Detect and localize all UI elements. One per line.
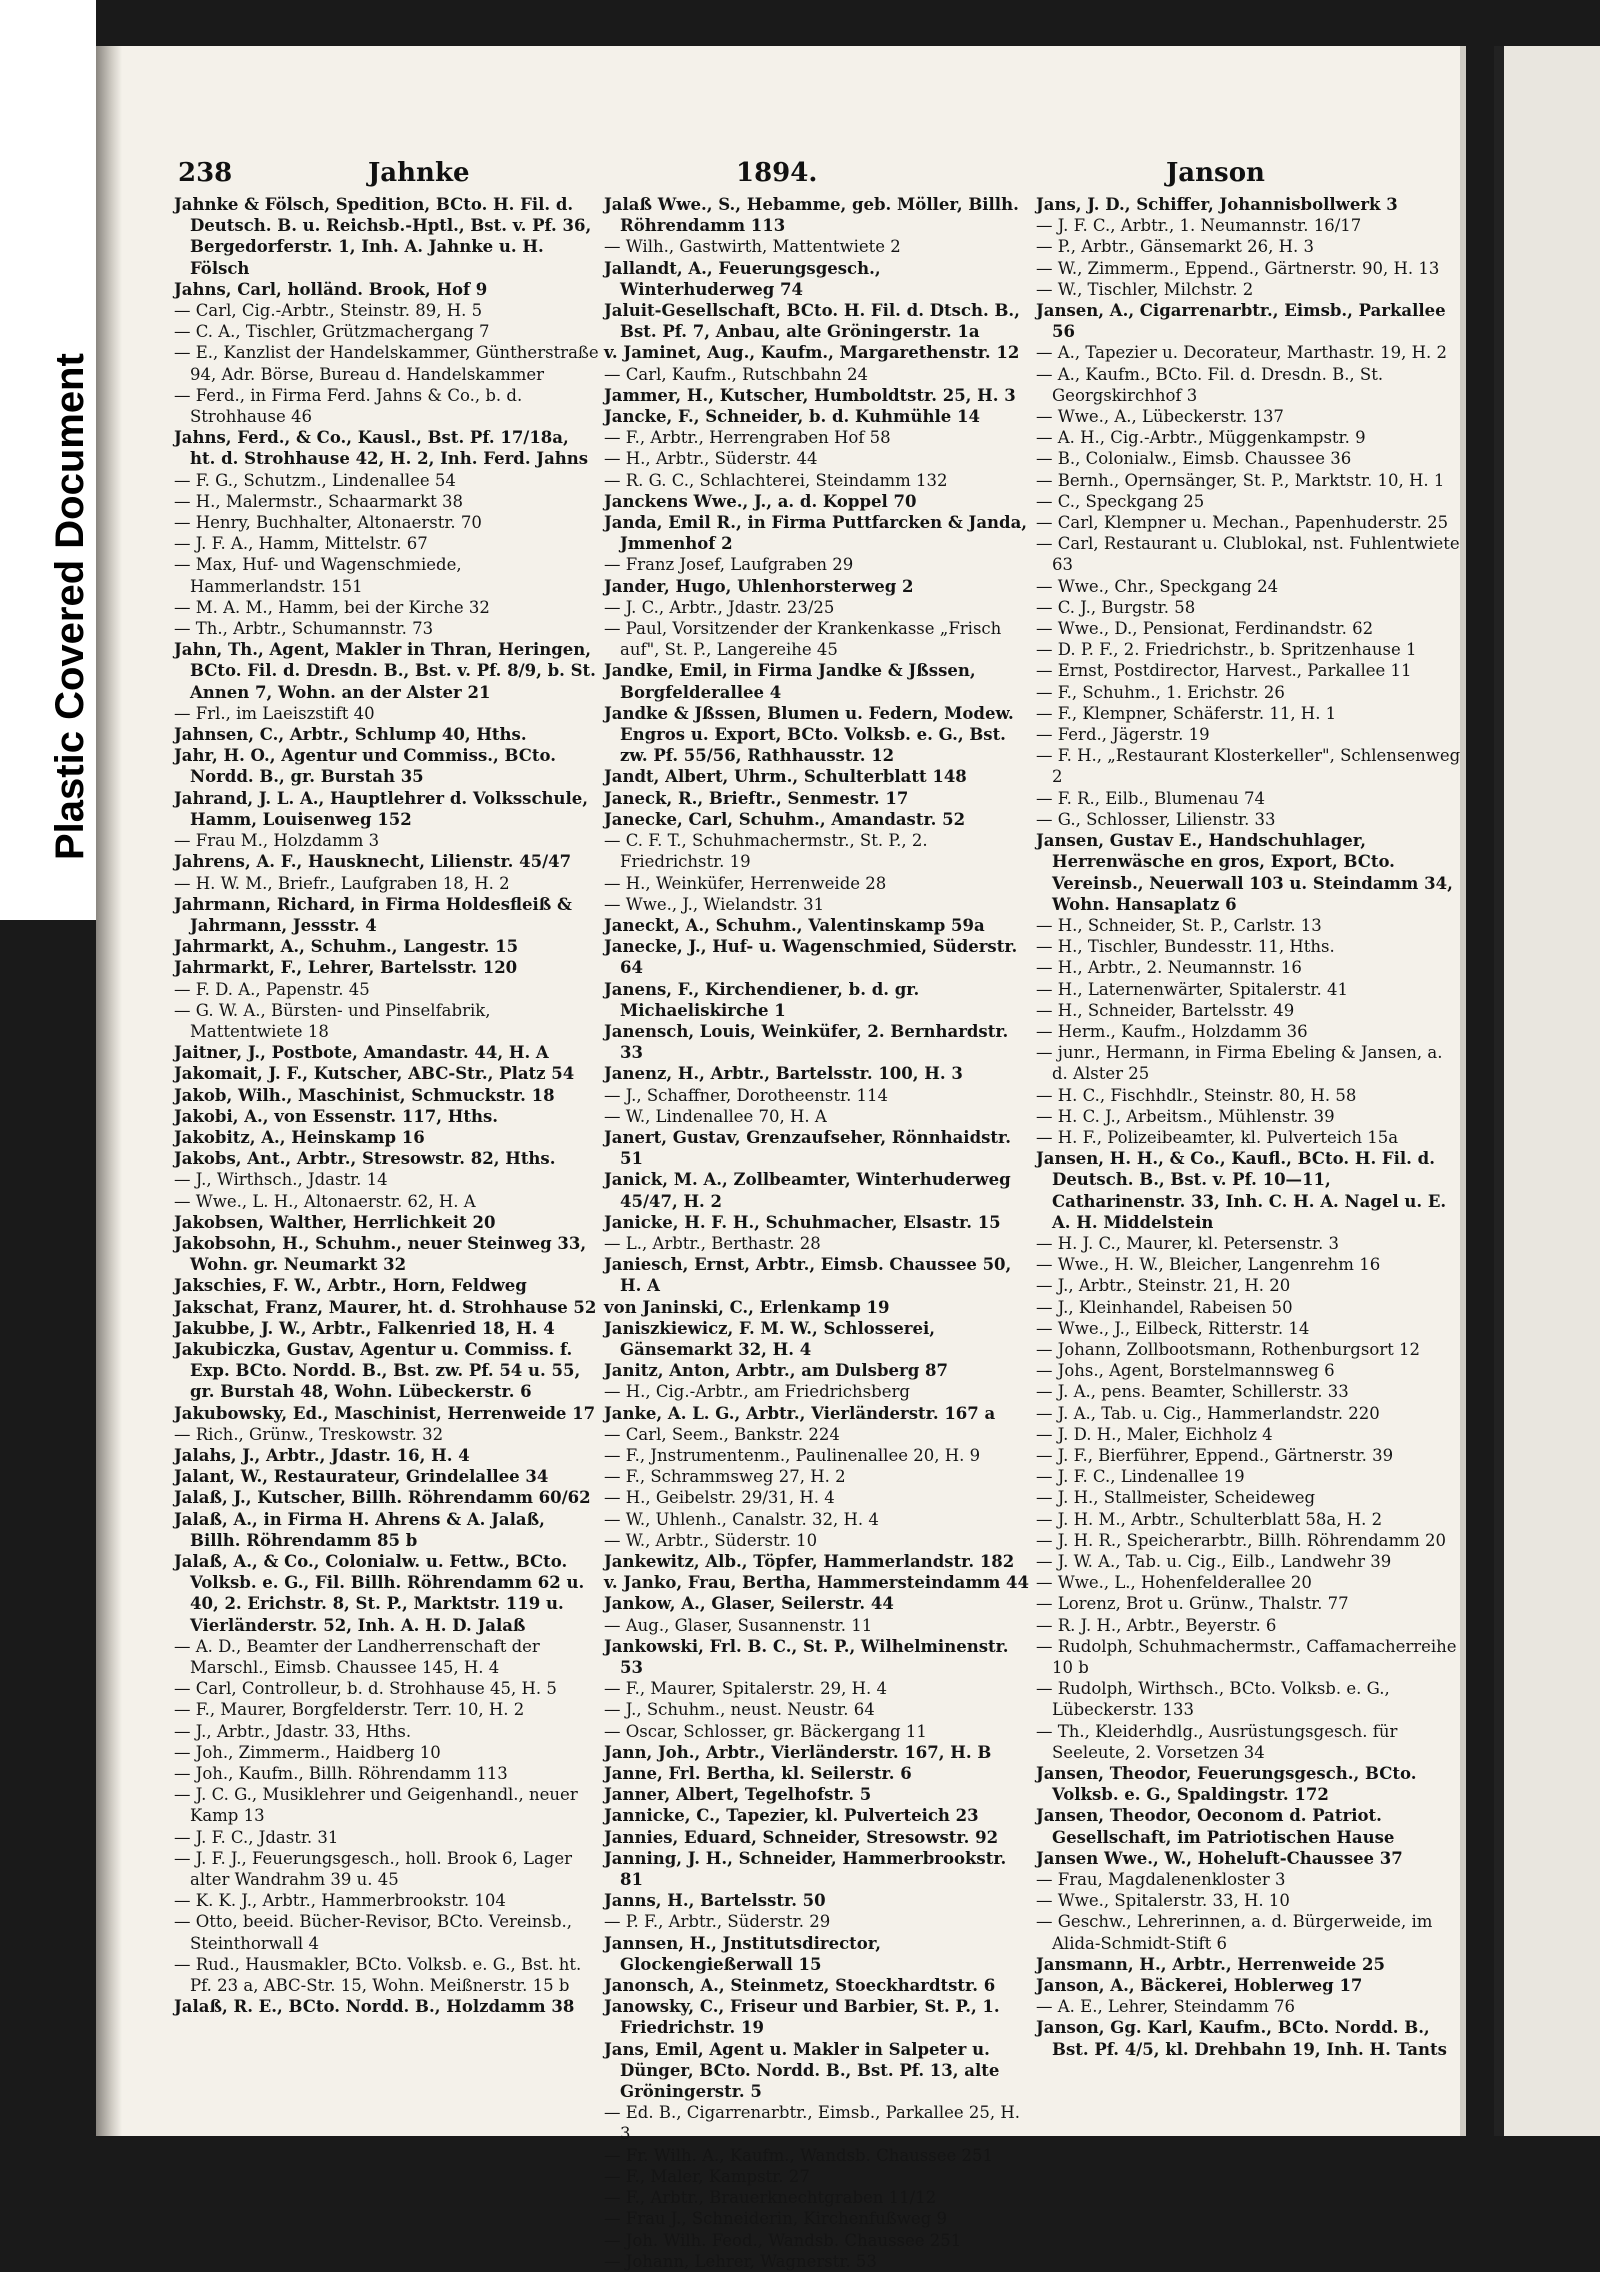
directory-entry: — Wilh., Gastwirth, Mattentwiete 2: [604, 237, 901, 257]
directory-entry: — J. F., Bierführer, Eppend., Gärtnerstr. 39: [1036, 1445, 1394, 1465]
directory-entry: — Wwe., J., Eilbeck, Ritterstr. 14: [1036, 1318, 1310, 1338]
directory-entry: — Wwe., D., Pensionat, Ferdinandstr. 62: [1036, 619, 1374, 639]
directory-entry: Jann, Joh., Arbtr., Vierländerstr. 167, H. B: [604, 1742, 992, 1762]
directory-entry: — H. F., Polizeibeamter, kl. Pulverteich 15a: [1036, 1127, 1399, 1147]
directory-entry: Jakobsen, Walther, Herrlichkeit 20: [174, 1212, 496, 1232]
directory-entry: — Wwe., Spitalerstr. 33, H. 10: [1036, 1891, 1290, 1911]
directory-entry: — Frau M., Holzdamm 3: [174, 831, 380, 851]
watermark-band: [0, 0, 96, 920]
directory-entry: — J. W. A., Tab. u. Cig., Eilb., Landwehr 39: [1036, 1552, 1392, 1571]
directory-entry: — H. C. J., Arbeitsm., Mühlenstr. 39: [1036, 1106, 1335, 1126]
directory-entry: Jahrmarkt, A., Schuhm., Langestr. 15: [174, 937, 519, 957]
directory-entry: — Carl, Seem., Bankstr. 224: [604, 1424, 840, 1444]
directory-entry: — Max, Huf- und Wagenschmiede, Hammerlandstr. 151: [174, 555, 462, 596]
left-header-word: Jahnke: [368, 158, 470, 188]
directory-entry: — J. A., pens. Beamter, Schillerstr. 33: [1036, 1382, 1349, 1402]
directory-entry: — Herm., Kaufm., Holzdamm 36: [1036, 1021, 1308, 1041]
directory-entry: Jahnke & Fölsch, Spedition, BCto. H. Fil. d. Deutsch. B. u. Reichsb.-Hptl., Bst. v. Pf. 36, Bergedorferstr. 1, Inh. A. Jahnke u. H. Fölsch: [174, 195, 592, 278]
directory-entry: — H. W. M., Briefr., Laufgraben 18, H. 2: [174, 873, 510, 893]
directory-entry: Jahnsen, C., Arbtr., Schlump 40, Hths.: [174, 725, 527, 745]
directory-entry: — Aug., Glaser, Susannenstr. 11: [604, 1615, 873, 1635]
directory-entry: Janitz, Anton, Arbtr., am Dulsberg 87: [604, 1361, 948, 1381]
directory-entry: Janecke, Carl, Schuhm., Amandastr. 52: [604, 809, 966, 829]
directory-entry: — H., Arbtr., 2. Neumannstr. 16: [1036, 958, 1302, 978]
directory-entry: Jans, Emil, Agent u. Makler in Salpeter u. Dünger, BCto. Nordd. B., Bst. Pf. 13, alte Gröningerstr. 5: [604, 2039, 1000, 2102]
directory-entry: Jahr, H. O., Agentur und Commiss., BCto. Nordd. B., gr. Burstah 35: [174, 746, 556, 787]
directory-entry: Jankewitz, Alb., Töpfer, Hammerlandstr. 182: [604, 1552, 1015, 1571]
directory-entry: — Rud., Hausmakler, BCto. Volksb. e. G., Bst. ht. Pf. 23 a, ABC-Str. 15, Wohn. Meißnerstr. 15 b: [174, 1954, 582, 1996]
directory-entry: Janiszkiewicz, F. M. W., Schlosserei, Gänsemarkt 32, H. 4: [604, 1318, 935, 1359]
column-3: [1036, 194, 1461, 2094]
directory-entry: — F., Schrammsweg 27, H. 2: [604, 1467, 846, 1487]
directory-entry: Jander, Hugo, Uhlenhorsterweg 2: [604, 576, 914, 596]
directory-entry: Janda, Emil R., in Firma Puttfarcken & Janda, Jmmenhof 2: [604, 513, 1028, 554]
directory-entry: — J. C., Arbtr., Jdastr. 23/25: [604, 597, 835, 617]
directory-entry: Janick, M. A., Zollbeamter, Winterhuderweg 45/47, H. 2: [604, 1170, 1011, 1211]
directory-entry: Jans, J. D., Schiffer, Johannisbollwerk 3: [1036, 195, 1398, 214]
directory-entry: — L., Arbtr., Berthastr. 28: [604, 1233, 821, 1253]
directory-entry: — R. G. C., Schlachterei, Steindamm 132: [604, 470, 948, 490]
directory-entry: — H., Schneider, Bartelsstr. 49: [1036, 1000, 1295, 1020]
directory-entry: Jammer, H., Kutscher, Humboldtstr. 25, H. 3: [604, 385, 1016, 405]
directory-entry: Janckens Wwe., J., a. d. Koppel 70: [604, 491, 917, 511]
directory-entry: — J. F. C., Arbtr., 1. Neumannstr. 16/17: [1036, 216, 1362, 236]
directory-entry: Jakubowsky, Ed., Maschinist, Herrenweide 17: [174, 1403, 596, 1423]
directory-entry: — W., Arbtr., Süderstr. 10: [604, 1530, 818, 1550]
directory-entry: Jakomait, J. F., Kutscher, ABC-Str., Platz 54: [174, 1064, 575, 1084]
directory-entry: — Ferd., in Firma Ferd. Jahns & Co., b. d. Strohhause 46: [174, 385, 523, 427]
directory-entry: Jakubiczka, Gustav, Agentur u. Commiss. f. Exp. BCto. Nordd. B., Bst. zw. Pf. 54 u. 55, gr. Burstah 48, Wohn. Lübeckerstr. 6: [174, 1339, 581, 1402]
directory-entry: Janenz, H., Arbtr., Bartelsstr. 100, H. 3: [604, 1064, 963, 1084]
directory-entry: — F., Jnstrumentenm., Paulinenallee 20, H. 9: [604, 1445, 981, 1465]
directory-entry: Jannies, Eduard, Schneider, Stresowstr. 92: [604, 1827, 999, 1847]
directory-entry: Jansen, Gustav E., Handschuhlager, Herrenwäsche en gros, Export, BCto. Vereinsb., Neuerwall 103 u. Steindamm 34, Wohn. Hansaplatz 6: [1036, 831, 1453, 914]
directory-entry: — Ernst, Postdirector, Harvest., Parkallee 11: [1036, 661, 1412, 681]
directory-entry: — E., Kanzlist der Handelskammer, Güntherstraße 94, Adr. Börse, Bureau d. Handelskammer: [174, 343, 599, 384]
directory-entry: — J. H., Stallmeister, Scheideweg: [1036, 1488, 1316, 1508]
directory-entry: Jandt, Albert, Uhrm., Schulterblatt 148: [604, 767, 967, 787]
directory-entry: — H., Weinküfer, Herrenweide 28: [604, 873, 887, 893]
directory-entry: Jakobsohn, H., Schuhm., neuer Steinweg 33, Wohn. gr. Neumarkt 32: [174, 1233, 587, 1275]
directory-entry: — Wwe., L., Hohenfelderallee 20: [1036, 1573, 1312, 1593]
directory-entry: — J. F. A., Hamm, Mittelstr. 67: [174, 534, 428, 554]
directory-entry: — H., Geibelstr. 29/31, H. 4: [604, 1488, 835, 1508]
directory-entry: — J., Kleinhandel, Rabeisen 50: [1036, 1297, 1293, 1317]
directory-entry: — Carl, Kaufm., Rutschbahn 24: [604, 364, 869, 384]
directory-entry: — F., Maler, Kampstr. 27: [604, 2166, 810, 2186]
directory-entry: — Bernh., Opernsänger, St. P., Marktstr. 10, H. 1: [1036, 470, 1445, 490]
directory-entry: Jankowski, Frl. B. C., St. P., Wilhelminenstr. 53: [604, 1636, 1009, 1678]
directory-entry: Janowsky, C., Friseur und Barbier, St. P., 1. Friedrichstr. 19: [604, 1997, 1000, 2038]
directory-entry: Janicke, H. F. H., Schuhmacher, Elsastr. 15: [604, 1212, 1001, 1232]
directory-entry: Jansen, H. H., & Co., Kaufl., BCto. H. Fil. d. Deutsch. B., Bst. v. Pf. 10—11, Catharinenstr. 33, Inh. C. H. A. Nagel u. E. A. H. Middelstein: [1036, 1149, 1447, 1232]
directory-entry: — J., Wirthsch., Jdastr. 14: [174, 1170, 388, 1190]
directory-entry: Jansen, Theodor, Feuerungsgesch., BCto. Volksb. e. G., Spaldingstr. 172: [1036, 1764, 1417, 1805]
directory-entry: — Wwe., J., Wielandstr. 31: [604, 894, 825, 914]
directory-entry: Janning, J. H., Schneider, Hammerbrookstr. 81: [604, 1848, 1007, 1890]
directory-entry: — H., Arbtr., Süderstr. 44: [604, 449, 818, 469]
right-header-word: Janson: [1166, 158, 1265, 188]
page-number: 238: [178, 158, 233, 188]
directory-entry: Jakschat, Franz, Maurer, ht. d. Strohhause 52: [174, 1297, 597, 1317]
directory-entry: — F. H., „Restaurant Klosterkeller", Schlensenweg 2: [1036, 746, 1461, 787]
directory-entry: Jansen, Theodor, Oeconom d. Patriot. Gesellschaft, im Patriotischen Hause: [1036, 1806, 1395, 1847]
directory-entry: — Frl., im Laeiszstift 40: [174, 703, 375, 723]
directory-entry: — J. H. M., Arbtr., Schulterblatt 58a, H. 2: [1036, 1509, 1383, 1529]
directory-entry: — W., Zimmerm., Eppend., Gärtnerstr. 90, H. 13: [1036, 258, 1440, 278]
directory-entry: — F., Arbtr., Brauerknechtgraben 11/12: [604, 2188, 937, 2208]
directory-entry: Janonsch, A., Steinmetz, Stoeckhardtstr. 6: [604, 1976, 996, 1996]
directory-entry: — Carl, Restaurant u. Clublokal, nst. Fuhlentwiete 63: [1036, 534, 1460, 575]
directory-entry: v. Janko, Frau, Bertha, Hammersteindamm 44: [604, 1573, 1029, 1593]
directory-entry: — Wwe., A., Lübeckerstr. 137: [1036, 407, 1284, 427]
directory-entry: Jalaß Wwe., S., Hebamme, geb. Möller, Billh. Röhrendamm 113: [604, 195, 1019, 236]
directory-entry: — F., Arbtr., Herrengraben Hof 58: [604, 428, 891, 448]
directory-entry: Jalaß, J., Kutscher, Billh. Röhrendamm 60/62: [174, 1488, 591, 1508]
directory-entry: — B., Colonialw., Eimsb. Chaussee 36: [1036, 449, 1352, 469]
directory-entry: — G., Schlosser, Lilienstr. 33: [1036, 809, 1276, 829]
directory-entry: Jalaß, R. E., BCto. Nordd. B., Holzdamm 38: [174, 1997, 575, 2017]
directory-entry: — H., Malermstr., Schaarmarkt 38: [174, 491, 464, 511]
directory-entry: — Otto, beeid. Bücher-Revisor, BCto. Vereinsb., Steinthorwall 4: [174, 1912, 573, 1953]
year-header: 1894.: [736, 158, 818, 188]
directory-entry: — Th., Arbtr., Schumannstr. 73: [174, 619, 434, 639]
directory-entry: — J., Arbtr., Jdastr. 33, Hths.: [174, 1721, 412, 1741]
directory-entry: — F., Maurer, Borgfelderstr. Terr. 10, H. 2: [174, 1700, 525, 1720]
directory-entry: — Franz Josef, Laufgraben 29: [604, 555, 854, 575]
directory-entry: — Wwe., Chr., Speckgang 24: [1036, 576, 1279, 596]
directory-entry: — Wwe., L. H., Altonaerstr. 62, H. A: [174, 1191, 476, 1211]
directory-entry: — F. R., Eilb., Blumenau 74: [1036, 788, 1265, 808]
directory-entry: — Rudolph, Schuhmachermstr., Caffamacherreihe 10 b: [1036, 1636, 1457, 1678]
directory-entry: Janner, Albert, Tegelhofstr. 5: [604, 1785, 872, 1805]
directory-entry: — Johann, Zollbootsmann, Rothenburgsort 12: [1036, 1339, 1421, 1359]
column-2: [604, 194, 1029, 2271]
directory-entry: Janiesch, Ernst, Arbtr., Eimsb. Chaussee 50, H. A: [604, 1255, 1012, 1296]
directory-entry: — H., Laternenwärter, Spitalerstr. 41: [1036, 979, 1348, 999]
directory-entry: Janeckt, A., Schuhm., Valentinskamp 59a: [604, 915, 985, 935]
directory-entry: Janson, A., Bäckerei, Hoblerweg 17: [1036, 1976, 1363, 1996]
directory-entry: — M. A. M., Hamm, bei der Kirche 32: [174, 597, 490, 617]
directory-entry: v. Jaminet, Aug., Kaufm., Margarethenstr. 12: [604, 343, 1020, 363]
page-gutter-shadow: [96, 46, 122, 2136]
directory-entry: — H. C., Fischhdlr., Steinstr. 80, H. 58: [1036, 1085, 1357, 1105]
directory-entry: — Wwe., H. W., Bleicher, Langenrehm 16: [1036, 1255, 1381, 1275]
directory-entry: — J., Schaffner, Dorotheenstr. 114: [604, 1085, 889, 1105]
directory-entry: Jakobi, A., von Essenstr. 117, Hths.: [174, 1106, 498, 1126]
directory-entry: — J. F. C., Jdastr. 31: [174, 1827, 339, 1847]
directory-entry: Jakubbe, J. W., Arbtr., Falkenried 18, H. 4: [174, 1318, 555, 1338]
directory-entry: — Oscar, Schlosser, gr. Bäckergang 11: [604, 1721, 927, 1741]
directory-entry: — J. D. H., Maler, Eichholz 4: [1036, 1424, 1273, 1444]
directory-entry: — Johann, Lehrer, Wagnerstr. 53: [604, 2251, 877, 2271]
directory-entry: — J. A., Tab. u. Cig., Hammerlandstr. 220: [1036, 1403, 1380, 1423]
directory-entry: Jansen Wwe., W., Hoheluft-Chaussee 37: [1036, 1848, 1403, 1868]
directory-entry: — C., Speckgang 25: [1036, 491, 1205, 511]
directory-entry: Jahrmann, Richard, in Firma Holdesfleiß & Jahrmann, Jessstr. 4: [174, 894, 572, 935]
directory-entry: — Ed. B., Cigarrenarbtr., Eimsb., Parkallee 25, H. 3: [604, 2103, 1020, 2144]
directory-entry: — J., Arbtr., Steinstr. 21, H. 20: [1036, 1276, 1291, 1296]
directory-entry: Janecke, J., Huf- u. Wagenschmied, Süderstr. 64: [604, 937, 1018, 978]
directory-entry: — W., Uhlenh., Canalstr. 32, H. 4: [604, 1509, 879, 1529]
directory-entry: — J. C. G., Musiklehrer und Geigenhandl., neuer Kamp 13: [174, 1785, 578, 1826]
directory-entry: Jalaß, A., & Co., Colonialw. u. Fettw., BCto. Volksb. e. G., Fil. Billh. Röhrendamm 62 u. 40, 2. Erichstr. 8, St. P., Marktstr. 119 u. Vierländerstr. 52, Inh. A. H. D. Jalaß: [174, 1552, 585, 1635]
directory-entry: — Johs., Agent, Borstelmannsweg 6: [1036, 1361, 1335, 1381]
directory-entry: — R. J. H., Arbtr., Beyerstr. 6: [1036, 1615, 1277, 1635]
directory-entry: Jahns, Carl, holländ. Brook, Hof 9: [174, 279, 488, 299]
directory-entry: — Geschw., Lehrerinnen, a. d. Bürgerweide, im Alida-Schmidt-Stift 6: [1036, 1912, 1433, 1953]
directory-entry: Jallandt, A., Feuerungsgesch., Winterhuderweg 74: [604, 258, 881, 299]
directory-entry: — P. F., Arbtr., Süderstr. 29: [604, 1912, 831, 1932]
directory-entry: — A. D., Beamter der Landherrenschaft der Marschl., Eimsb. Chaussee 145, H. 4: [174, 1636, 540, 1678]
directory-entry: Jancke, F., Schneider, b. d. Kuhmühle 14: [604, 407, 980, 427]
directory-entry: — A., Kaufm., BCto. Fil. d. Dresdn. B., St. Georgskirchhof 3: [1036, 364, 1384, 405]
directory-entry: Jahrmarkt, F., Lehrer, Bartelsstr. 120: [174, 958, 518, 978]
directory-entry: Janns, H., Bartelsstr. 50: [604, 1891, 826, 1911]
directory-entry: — Joh., Zimmerm., Haidberg 10: [174, 1742, 441, 1762]
directory-entry: — F. D. A., Papenstr. 45: [174, 979, 370, 999]
page-binding-shadow: [1494, 46, 1504, 2136]
directory-entry: — Th., Kleiderhdlg., Ausrüstungsgesch. für Seeleute, 2. Vorsetzen 34: [1036, 1721, 1398, 1762]
directory-entry: Jandke & Jßssen, Blumen u. Federn, Modew. Engros u. Export, BCto. Volksb. e. G., Bst. zw. Pf. 55/56, Rathhausstr. 12: [604, 703, 1014, 766]
directory-entry: Janson, Gg. Karl, Kaufm., BCto. Nordd. B., Bst. Pf. 4/5, kl. Drehbahn 19, Inh. H. Tants: [1036, 2018, 1447, 2059]
directory-entry: — C. A., Tischler, Grützmachergang 7: [174, 322, 490, 342]
directory-entry: Jaluit-Gesellschaft, BCto. H. Fil. d. Dtsch. B., Bst. Pf. 7, Anbau, alte Gröningerstr. 1a: [604, 301, 1020, 342]
directory-entry: von Janinski, C., Erlenkamp 19: [604, 1297, 890, 1317]
directory-entry: — G. W. A., Bürsten- und Pinselfabrik, Mattentwiete 18: [174, 1000, 491, 1041]
directory-entry: Jandke, Emil, in Firma Jandke & Jßssen, Borgfelderallee 4: [604, 661, 976, 702]
directory-entry: — Carl, Klempner u. Mechan., Papenhuderstr. 25: [1036, 513, 1449, 533]
directory-entry: Jannicke, C., Tapezier, kl. Pulverteich 23: [604, 1806, 979, 1826]
next-page-edge: [1494, 46, 1600, 2136]
directory-entry: Jansen, A., Cigarrenarbtr., Eimsb., Parkallee 56: [1036, 301, 1446, 342]
directory-entry: Jalahs, J., Arbtr., Jdastr. 16, H. 4: [174, 1445, 470, 1465]
directory-entry: Janert, Gustav, Grenzaufseher, Rönnhaidstr. 51: [604, 1127, 1011, 1169]
directory-entry: — F. G., Schutzm., Lindenallee 54: [174, 470, 456, 490]
directory-entry: — Ferd., Jägerstr. 19: [1036, 725, 1210, 745]
directory-entry: — H. J. C., Maurer, kl. Petersenstr. 3: [1036, 1233, 1339, 1253]
directory-entry: — Carl, Cig.-Arbtr., Steinstr. 89, H. 5: [174, 301, 483, 321]
directory-entry: — W., Tischler, Milchstr. 2: [1036, 279, 1254, 299]
directory-entry: — A. H., Cig.-Arbtr., Müggenkampstr. 9: [1036, 428, 1366, 448]
directory-entry: — Rich., Grünw., Treskowstr. 32: [174, 1424, 444, 1444]
directory-entry: Jaitner, J., Postbote, Amandastr. 44, H. A: [174, 1043, 549, 1063]
directory-entry: Jakschies, F. W., Arbtr., Horn, Feldweg: [174, 1276, 527, 1296]
directory-entry: — D. P. F., 2. Friedrichstr., b. Spritzenhause 1: [1036, 640, 1417, 660]
directory-entry: — F., Schuhm., 1. Erichstr. 26: [1036, 682, 1285, 702]
directory-entry: Jahrand, J. L. A., Hauptlehrer d. Volksschule, Hamm, Louisenweg 152: [174, 788, 589, 829]
watermark-label: Plastic Covered Document: [48, 353, 92, 860]
directory-entry: — Frau J., Schneiderin, Kirchenfußweg 9: [604, 2209, 948, 2229]
directory-entry: — W., Lindenallee 70, H. A: [604, 1106, 827, 1126]
directory-entry: Jalant, W., Restaurateur, Grindelallee 34: [174, 1467, 549, 1487]
directory-entry: — A. E., Lehrer, Steindamm 76: [1036, 1997, 1296, 2017]
directory-entry: — P., Arbtr., Gänsemarkt 26, H. 3: [1036, 237, 1315, 257]
directory-entry: — F., Klempner, Schäferstr. 11, H. 1: [1036, 703, 1337, 723]
directory-entry: — J. F. J., Feuerungsgesch., holl. Brook 6, Lager alter Wandrahm 39 u. 45: [174, 1848, 572, 1890]
directory-entry: — Paul, Vorsitzender der Krankenkasse „Frisch auf", St. P., Langereihe 45: [604, 619, 1002, 660]
directory-entry: — F., Maurer, Spitalerstr. 29, H. 4: [604, 1679, 887, 1699]
directory-entry: — Fr. Wilh. A., Kaufm., Wandsb. Chaussee 251: [604, 2145, 994, 2165]
directory-entry: — J. F. C., Lindenallee 19: [1036, 1467, 1245, 1487]
directory-entry: Janensch, Louis, Weinküfer, 2. Bernhardstr. 33: [604, 1021, 1009, 1063]
directory-entry: — H., Cig.-Arbtr., am Friedrichsberg: [604, 1382, 910, 1402]
directory-entry: Jannsen, H., Jnstitutsdirector, Glockengießerwall 15: [604, 1933, 882, 1974]
directory-entry: Jansmann, H., Arbtr., Herrenweide 25: [1036, 1954, 1385, 1974]
directory-entry: Jakob, Wilh., Maschinist, Schmuckstr. 18: [174, 1085, 555, 1105]
directory-entry: — C. J., Burgstr. 58: [1036, 597, 1196, 617]
directory-entry: Jahns, Ferd., & Co., Kausl., Bst. Pf. 17/18a, ht. d. Strohhause 42, H. 2, Inh. Ferd. Jahns: [174, 428, 589, 469]
directory-entry: — J. H. R., Speicherarbtr., Billh. Röhrendamm 20: [1036, 1530, 1447, 1550]
directory-entry: Janeck, R., Brieftr., Senmestr. 17: [604, 788, 909, 808]
directory-entry: Jakobs, Ant., Arbtr., Stresowstr. 82, Hths.: [174, 1149, 556, 1169]
directory-entry: Janke, A. L. G., Arbtr., Vierländerstr. 167 a: [604, 1403, 996, 1423]
directory-entry: Jahrens, A. F., Hausknecht, Lilienstr. 45/47: [174, 852, 572, 872]
directory-entry: — K. K. J., Arbtr., Hammerbrookstr. 104: [174, 1891, 506, 1911]
directory-entry: — C. F. T., Schuhmachermstr., St. P., 2. Friedrichstr. 19: [604, 831, 928, 872]
directory-entry: — Frau, Magdalenenkloster 3: [1036, 1870, 1286, 1890]
directory-entry: — Lorenz, Brot u. Grünw., Thalstr. 77: [1036, 1594, 1349, 1614]
directory-entry: Jahn, Th., Agent, Makler in Thran, Heringen, BCto. Fil. d. Dresdn. B., Bst. v. Pf. 8/9, b. St. Annen 7, Wohn. an der Alster 21: [174, 640, 596, 702]
directory-entry: — Rudolph, Wirthsch., BCto. Volksb. e. G., Lübeckerstr. 133: [1036, 1679, 1390, 1720]
directory-entry: — Henry, Buchhalter, Altonaerstr. 70: [174, 513, 482, 533]
directory-entry: Janne, Frl. Bertha, kl. Seilerstr. 6: [604, 1764, 912, 1784]
directory-entry: — H., Schneider, St. P., Carlstr. 13: [1036, 915, 1322, 935]
directory-entry: Janens, F., Kirchendiener, b. d. gr. Michaeliskirche 1: [604, 979, 920, 1020]
directory-entry: — Carl, Controlleur, b. d. Strohhause 45, H. 5: [174, 1679, 557, 1699]
directory-entry: — Joh., Kaufm., Billh. Röhrendamm 113: [174, 1764, 508, 1784]
directory-entry: — H., Tischler, Bundesstr. 11, Hths.: [1036, 937, 1335, 957]
directory-entry: Jalaß, A., in Firma H. Ahrens & A. Jalaß, Billh. Röhrendamm 85 b: [174, 1509, 545, 1550]
directory-entry: — J., Schuhm., neust. Neustr. 64: [604, 1700, 875, 1720]
directory-page: [96, 46, 1466, 2271]
directory-entry: — junr., Hermann, in Firma Ebeling & Jansen, a. d. Alster 25: [1036, 1043, 1443, 1084]
directory-entry: — A., Tapezier u. Decorateur, Marthastr. 19, H. 2: [1036, 343, 1447, 363]
directory-entry: — Joh. Wilh. Feod., Wandsb. Chaussee 251: [604, 2230, 962, 2250]
directory-entry: Jankow, A., Glaser, Seilerstr. 44: [604, 1594, 894, 1614]
column-1: [174, 194, 599, 2094]
directory-entry: Jakobitz, A., Heinskamp 16: [174, 1127, 425, 1147]
